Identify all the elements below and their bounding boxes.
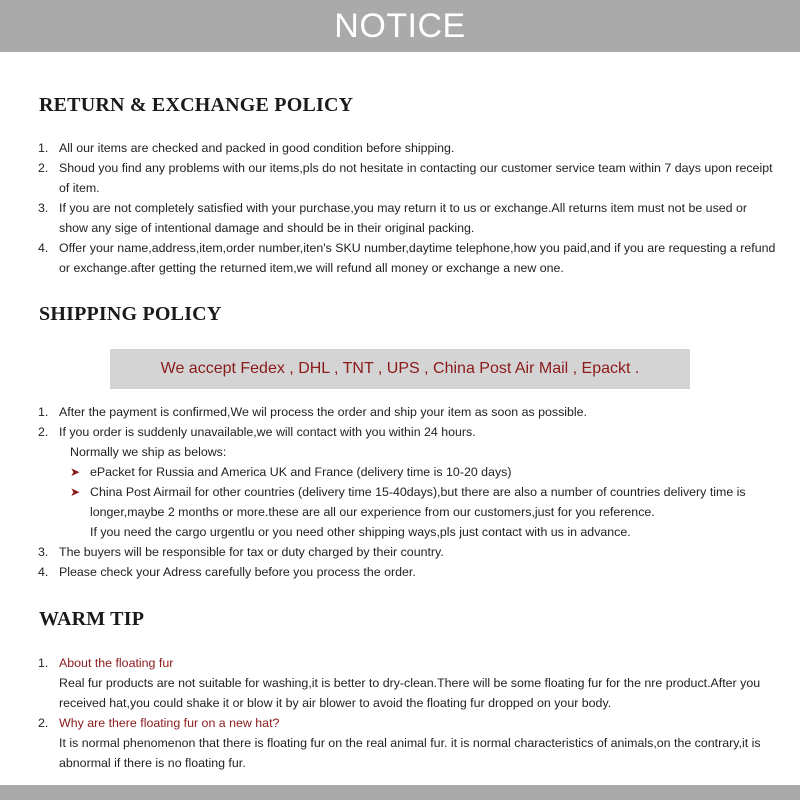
list-item: 1. About the floating fur Real fur products are not suitable for washing,it is better to dry-clean.There will be some floating fur for the nre product.After you received hat,you could shake it or blow it by air blower to avoid the floating fur dropped on your body. (38, 653, 778, 713)
carrier-banner (110, 349, 690, 389)
tip-heading: Why are there floating fur on a new hat? (59, 716, 280, 730)
list-item: 2. If you order is suddenly unavailable,we will contact with you within 24 hours. (38, 425, 476, 439)
contact-note: If you need the cargo urgentlu or you need other shipping ways,pls just contact with us in advance. (90, 525, 631, 539)
list-item: 3. If you are not completely satisfied with your purchase,you may return it to us or exchange.All returns item must not be used or show any sige of intentional damage and should be in their original packing. (38, 201, 748, 235)
shipping-policy-title: SHIPPING POLICY (39, 303, 222, 325)
list-item: 2. Why are there floating fur on a new hat? It is normal phenomenon that there is floating fur on the real animal fur. it is normal characteristics of animals,on the contrary,it is abnormal if there is no floating fur. (38, 713, 778, 773)
notice-title: NOTICE (334, 6, 466, 45)
notice-banner (0, 0, 800, 52)
tip-body: It is normal phenomenon that there is floating fur on the real animal fur. it is normal characteristics of animals,on the contrary,it is abnormal if there is no floating fur. (59, 736, 761, 770)
shipping-option: ➤ ePacket for Russia and America UK and France (delivery time is 10-20 days) (38, 462, 778, 482)
ship-intro: Normally we ship as belows: (70, 445, 227, 459)
list-item: 4. Please check your Adress carefully before you process the order. (38, 565, 416, 579)
shipping-policy-list (38, 402, 778, 582)
warm-tip-title: WARM TIP (39, 608, 145, 630)
carrier-text: We accept Fedex , DHL , TNT , UPS , China Post Air Mail , Epackt . (160, 360, 640, 377)
footer-bar (0, 785, 800, 800)
tip-heading: About the floating fur (59, 656, 174, 670)
list-item: 1. After the payment is confirmed,We wil process the order and ship your item as soon as possible. (38, 405, 587, 419)
arrow-right-icon: ➤ (70, 465, 81, 479)
return-policy-list (38, 138, 778, 278)
warm-tip-list (38, 653, 778, 773)
list-item: 3. The buyers will be responsible for tax or duty charged by their country. (38, 545, 444, 559)
arrow-right-icon: ➤ (70, 485, 81, 499)
list-item: 4. Offer your name,address,item,order number,iten's SKU number,daytime telephone,how you paid,and if you are requesting a refund or exchange.after getting the returned item,we will refund all money or exchange a new one. (38, 241, 776, 275)
tip-body: Real fur products are not suitable for washing,it is better to dry-clean.There will be some floating fur for the nre product.After you received hat,you could shake it or blow it by air blower to avoid the floating fur dropped on your body. (59, 676, 761, 710)
return-policy-title: RETURN & EXCHANGE POLICY (39, 94, 354, 116)
shipping-option: ➤ China Post Airmail for other countries (delivery time 15-40days),but there are also a number of countries delivery time is longer,maybe 2 months or more.these are all our experience from our customers,just for you reference. (38, 482, 778, 522)
list-item: 2. Shoud you find any problems with our items,pls do not hesitate in contacting our customer service team within 7 days upon receipt of item. (38, 161, 773, 195)
list-item: 1. All our items are checked and packed in good condition before shipping. (38, 141, 455, 155)
